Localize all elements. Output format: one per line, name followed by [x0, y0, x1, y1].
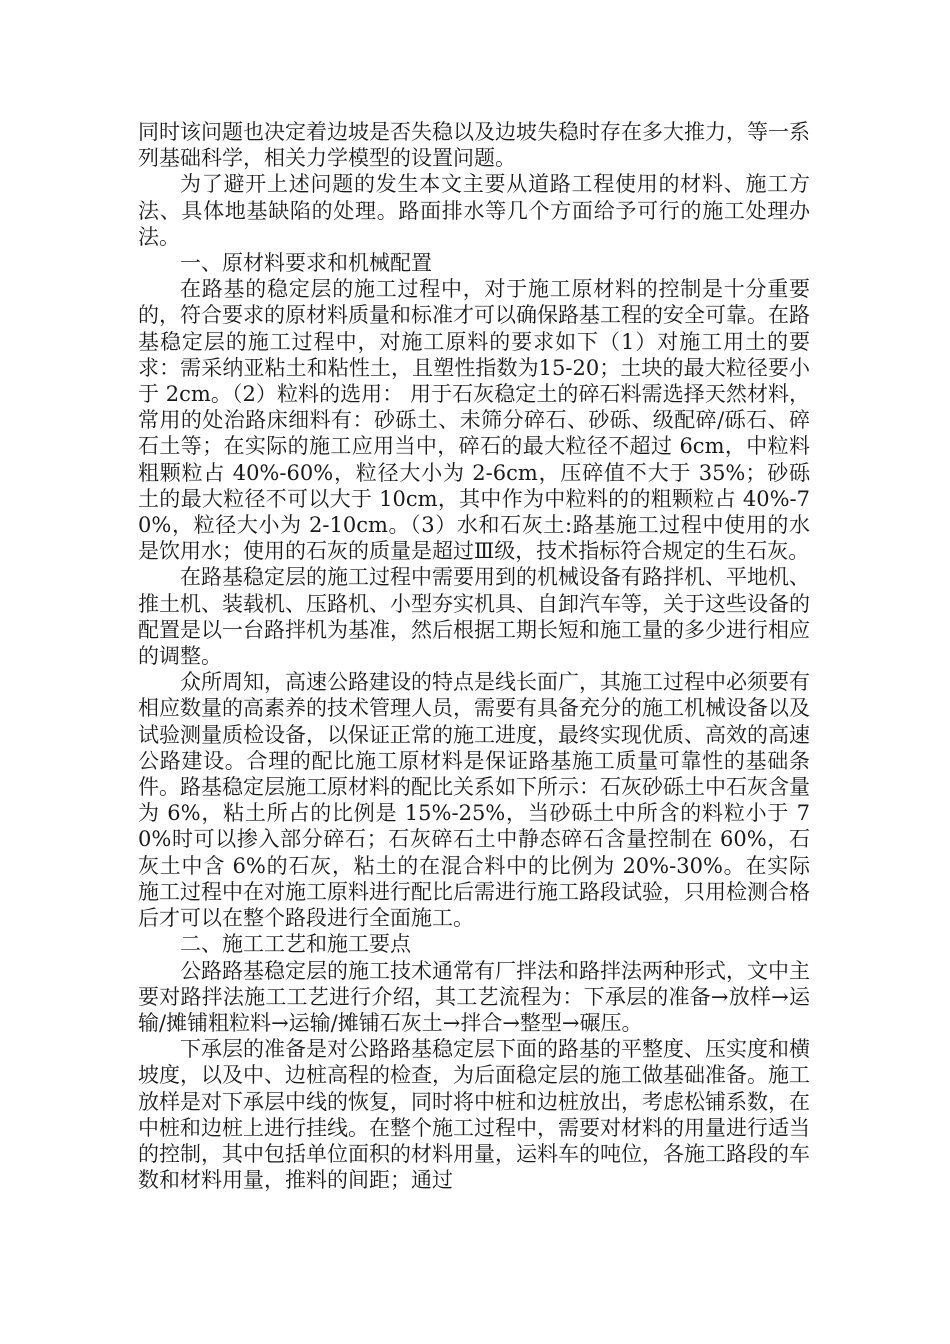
paragraph-machinery: 在路基稳定层的施工过程中需要用到的机械设备有路拌机、平地机、推土机、装载机、压路机、小型夯实机具、自卸汽车等，关于这些设备的配置是以一台路拌机为基准，然后根据工期长短和施工量的多少进行相应的调整。 — [138, 565, 810, 669]
paragraph-mix-ratio: 众所周知，高速公路建设的特点是线长面广，其施工过程中必须要有相应数量的高素养的技术管理人员，需要有具备充分的施工机械设备以及试验测量质检设备，以保证正常的施工进度，最终实现优质、高效的高速公路建设。合理的配比施工原材料是保证路基施工质量可靠性的基础条件。路基稳定层施工原材料的配比关系如下所示：石灰砂砾土中石灰含量为 6%，粘土所占的比例是 15%-25%，当砂砾土中所含的料粒小于 70%时可以掺入部分碎石；石灰碎石土中静态碎石含量控制在 60%，石灰土中含 6%的石灰，粘土的在混合料中的比例为 20%-30%。在实际施工过程中在对施工原料进行配比后需进行施工路段试验，只用检测合格后才可以在整个路段进行全面施工。 — [138, 670, 810, 931]
paragraph-base-preparation: 下承层的准备是对公路路基稳定层下面的路基的平整度、压实度和横坡度，以及中、边桩高程的检查，为后面稳定层的施工做基础准备。施工放样是对下承层中线的恢复，同时将中桩和边桩放出，考虑松铺系数，在中桩和边桩上进行挂线。在整个施工过程中，需要对材料的用量进行适当的控制，其中包括单位面积的材料用量，运料车的吨位，各施工路段的车数和材料用量，推料的间距；通过 — [138, 1037, 810, 1193]
document-body — [138, 119, 810, 1193]
paragraph-continuation: 同时该问题也决定着边坡是否失稳以及边坡失稳时存在多大推力，等一系列基础科学，相关力学模型的设置问题。 — [138, 120, 810, 171]
paragraph-materials: 在路基的稳定层的施工过程中，对于施工原材料的控制是十分重要的，符合要求的原材料质量和标准才可以确保路基工程的安全可靠。在路基稳定层的施工过程中，对施工原料的要求如下（1）对施工用土的要求：需采纳亚粘土和粘性土，且塑性指数为15-20；土块的最大粒径要小于 2cm。（2）粒料的选用： 用于石灰稳定土的碎石料需选择天然材料，常用的处治路床细料有：砂砾土、未筛分碎石、砂砾、级配碎/砾石、碎石土等；在实际的施工应用当中，碎石的最大粒径不超过 6cm，中粒料粗颗粒占 40%-60%，粒径大小为 2-6cm，压碎值不大于 35%；砂砾土的最大粒径不可以大于 10cm，其中作为中粒料的的粗颗粒占 40%-70%，粒径大小为 2-10cm。（3）水和石灰土:路基施工过程中使用的水是饮用水；使用的石灰的质量是超过Ⅲ级，技术指标符合规定的生石灰。 — [138, 277, 810, 564]
section-heading-process: 二、施工工艺和施工要点 — [180, 932, 411, 957]
paragraph-process-flow: 公路路基稳定层的施工技术通常有厂拌法和路拌法两种形式，文中主要对路拌法施工工艺进行介绍，其工艺流程为：下承层的准备→放样→运输/摊铺粗粒料→运输/摊铺石灰土→拌合→整型→碾压。 — [138, 958, 810, 1035]
section-heading-materials: 一、原材料要求和机械配置 — [180, 251, 432, 276]
paragraph-intro: 为了避开上述问题的发生本文主要从道路工程使用的材料、施工方法、具体地基缺陷的处理。路面排水等几个方面给予可行的施工处理办法。 — [138, 172, 810, 249]
